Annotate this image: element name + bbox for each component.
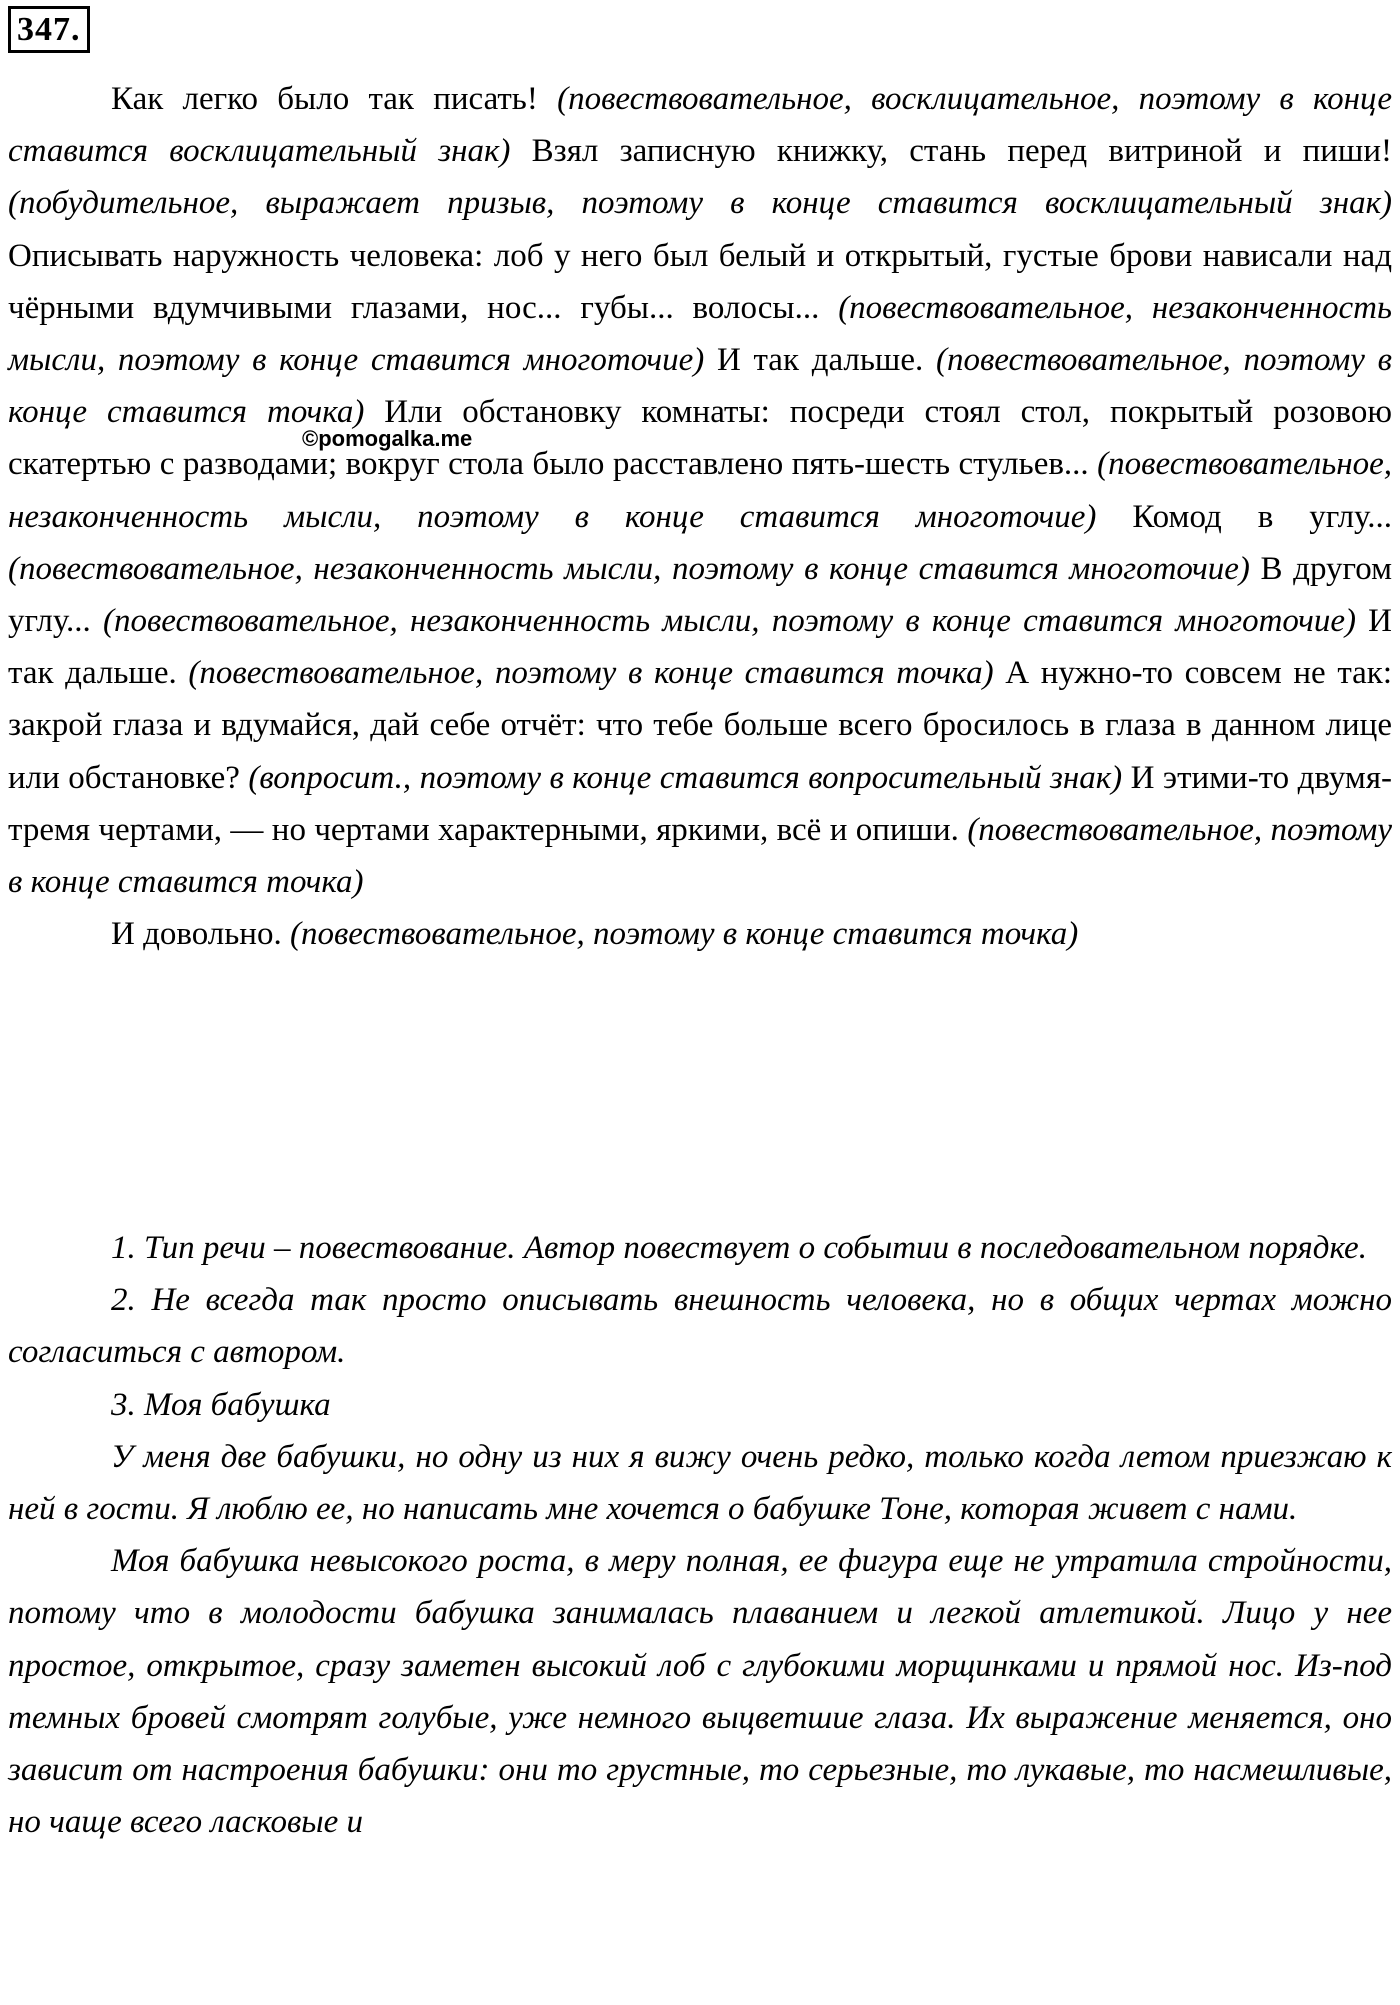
page bbox=[8, 0, 1393, 2005]
grammar-note: (повествовательное, незаконченность мысли, поэтому в конце ставится многоточие) bbox=[102, 603, 1356, 640]
grammar-note: (повествовательное, поэтому в конце ставится точка) bbox=[8, 811, 1392, 901]
essay-paragraph-1: У меня две бабушки, но одну из них я вижу очень редко, только когда летом приезжаю к ней в гости. Я люблю ее, но написать мне хочется о бабушке Тоне, которая живет с нами. bbox=[8, 1438, 1392, 1528]
grammar-note: (вопросит., поэтому в конце ставится вопросительный знак) bbox=[248, 759, 1123, 796]
exercise-paragraph-2 bbox=[8, 908, 1392, 960]
grammar-note: (повествовательное, восклицательное, поэтому в конце ставится восклицательный знак) bbox=[8, 81, 1392, 170]
source-sentence: Комод в углу... bbox=[1096, 498, 1392, 535]
answers-block bbox=[8, 1222, 1392, 1848]
source-sentence: И этими-то двумя-тремя чертами, — но чертами характерными, яркими, всё и опиши. bbox=[8, 759, 1392, 848]
grammar-note: (повествовательное, незаконченность мысли, поэтому в конце ставится многоточие) bbox=[8, 289, 1392, 379]
source-sentence: Или обстановку комнаты: посреди стоял стол, покрытый розовою скатертью с разводами; вокруг стола было расставлено пять-шесть стульев... bbox=[8, 394, 1392, 483]
essay-paragraph-2: Моя бабушка невысокого роста, в меру полная, ее фигура еще не утратила стройности, потому что в молодости бабушка занималась плаванием и легкой атлетикой. Лицо у нее простое, открытое, сразу заметен высокий лоб с глубокими морщинками и прямой нос. Из-под темных бровей смотрят голубые, уже немного выцветшие глаза. Их выражение меняется, оно зависит от настроения бабушки: они то грустные, то серьезные, то лукавые, то насмешливые, но чаще всего ласковые и bbox=[8, 1543, 1392, 1841]
source-sentence: И так дальше. bbox=[704, 342, 936, 379]
grammar-note: (повествовательное, поэтому в конце ставится точка) bbox=[188, 655, 994, 692]
watermark: ©pomogalka.me bbox=[302, 426, 473, 451]
answer-3-title: 3. Моя бабушка bbox=[111, 1386, 331, 1423]
grammar-note: (повествовательное, незаконченность мысли, поэтому в конце ставится многоточие) bbox=[8, 550, 1250, 587]
exercise-text bbox=[8, 73, 1392, 960]
source-sentence: И довольно. bbox=[111, 916, 290, 953]
grammar-note: (повествовательное, поэтому в конце ставится точка) bbox=[8, 342, 1392, 431]
task-number: 347. bbox=[8, 6, 90, 53]
source-sentence: И так дальше. bbox=[8, 603, 1392, 692]
source-sentence: Как легко было так писать! bbox=[111, 81, 558, 117]
answer-1: 1. Тип речи – повествование. Автор повествует о событии в последовательном порядке. bbox=[111, 1230, 1367, 1266]
source-sentence: В другом углу... bbox=[8, 550, 1392, 640]
source-sentence: Взял записную книжку, стань перед витриной и пиши! bbox=[510, 133, 1392, 170]
exercise-paragraph-1 bbox=[8, 73, 1392, 908]
source-sentence: Описывать наружность человека: лоб у него был белый и открытый, густые брови нависали над чёрными вдумчивыми глазами, нос... губы... волосы... bbox=[8, 237, 1392, 326]
source-sentence: А нужно-то совсем не так: закрой глаза и вдумайся, дай себе отчёт: что тебе больше всего бросилось в глаза в данном лице или обстановке? bbox=[8, 655, 1393, 796]
grammar-note: (повествовательное, поэтому в конце ставится точка) bbox=[289, 916, 1079, 953]
grammar-note: (побудительное, выражает призыв, поэтому в конце ставится восклицательный знак) bbox=[8, 185, 1392, 222]
answer-2: 2. Не всегда так просто описывать внешность человека, но в общих чертах можно согласиться с автором. bbox=[8, 1282, 1392, 1371]
grammar-note: (повествовательное, незаконченность мысли, поэтому в конце ставится многоточие) bbox=[8, 446, 1392, 535]
